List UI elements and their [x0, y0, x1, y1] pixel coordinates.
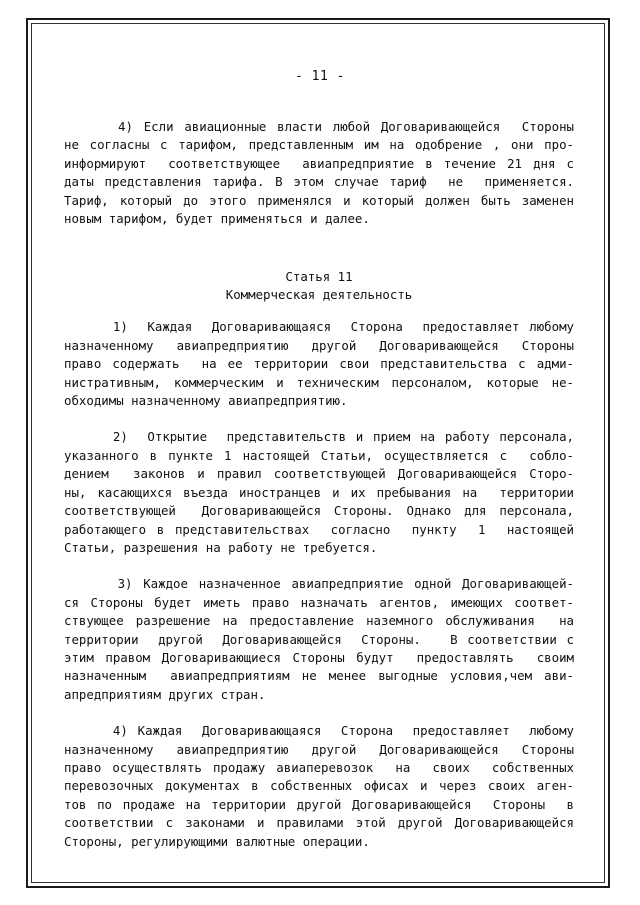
paragraph-4: [64, 722, 574, 851]
text-line: работающего в представительствах согласно пункту 1 настоящей: [64, 521, 574, 537]
text-line: соответствии с законами и правилами этой другой Договаривающейся: [64, 815, 574, 831]
document-body: [64, 118, 574, 869]
text-line: нистративным, коммерческим и техническим персоналом, которые не-: [64, 374, 574, 390]
paragraph-1: [64, 318, 574, 410]
text-line: 3) Каждое назначенное авиапредприятие одной Договаривающей-: [64, 576, 574, 592]
text-line: этим правом Договаривающиеся Стороны будут предоставлять своим: [64, 649, 574, 665]
text-line: новым тарифом, будет применяться и далее.: [64, 211, 370, 227]
paragraph-2: [64, 428, 574, 557]
text-line: назначенному авиапредприятию другой Договаривающейся Стороны: [64, 337, 574, 353]
article-number: Статья 11: [285, 269, 353, 285]
text-line: территории другой Договаривающейся Стороны. В соответствии с: [64, 631, 574, 647]
text-line: Статьи, разрешения на работу не требуется.: [64, 539, 378, 555]
text-line: право осуществлять продажу авиаперевозок на своих собственных: [64, 759, 574, 775]
article-heading: [64, 268, 574, 304]
text-line: право содержать на ее территории свои представительства с адми-: [64, 356, 574, 372]
text-line: назначенному авиапредприятию другой Договаривающейся Стороны: [64, 741, 574, 757]
text-line: назначенным авиапредприятиям не менее выгодные условия,чем ави-: [64, 668, 574, 684]
text-line: Тариф, который до этого применялся и который должен быть заменен: [64, 192, 574, 208]
text-line: ствующее разрешение на предоставление наземного обслуживания на: [64, 613, 574, 629]
text-line: информируют соответствующее авиапредприятие в течение 21 дня с: [64, 155, 574, 171]
page-number: - 11 -: [295, 69, 345, 84]
text-line: 4) Если авиационные власти любой Договаривающейся Стороны: [64, 119, 574, 134]
paragraph-tariff-4: [64, 118, 574, 228]
article-title: Коммерческая деятельность: [225, 287, 413, 303]
text-line: 1) Каждая Договаривающаяся Сторона предоставляет любому: [64, 319, 574, 335]
text-line: Стороны, регулирующими валютные операции.: [64, 833, 370, 849]
text-line: 2) Открытие представительств и прием на работу персонала,: [64, 429, 574, 445]
text-line: не согласны с тарифом, представленным им на одобрение , они про-: [64, 137, 574, 153]
text-line: апредприятиям других стран.: [64, 686, 266, 702]
text-line: соответствующей Договаривающейся Стороны. Однако для персонала,: [64, 503, 574, 519]
text-line: обходимы назначенному авиапредприятию.: [64, 393, 348, 409]
text-line: 4) Каждая Договаривающаяся Сторона предоставляет любому: [64, 723, 574, 739]
text-line: тов по продаже на территории другой Договаривающейся Стороны в: [64, 796, 574, 812]
text-line: даты представления тарифа. В этом случае тариф не применяется.: [64, 174, 574, 190]
text-line: указанного в пункте 1 настоящей Статьи, осуществляется с собло-: [64, 447, 574, 463]
text-line: перевозочных документах в собственных офисах и через своих аген-: [64, 778, 574, 794]
text-line: ны, касающихся въезда иностранцев и их пребывания на территории: [64, 484, 574, 500]
text-line: дением законов и правил соответствующей Договаривающейся Сторо-: [64, 466, 574, 482]
text-line: ся Стороны будет иметь право назначать агентов, имеющих соответ-: [64, 594, 574, 610]
paragraph-3: [64, 575, 574, 704]
